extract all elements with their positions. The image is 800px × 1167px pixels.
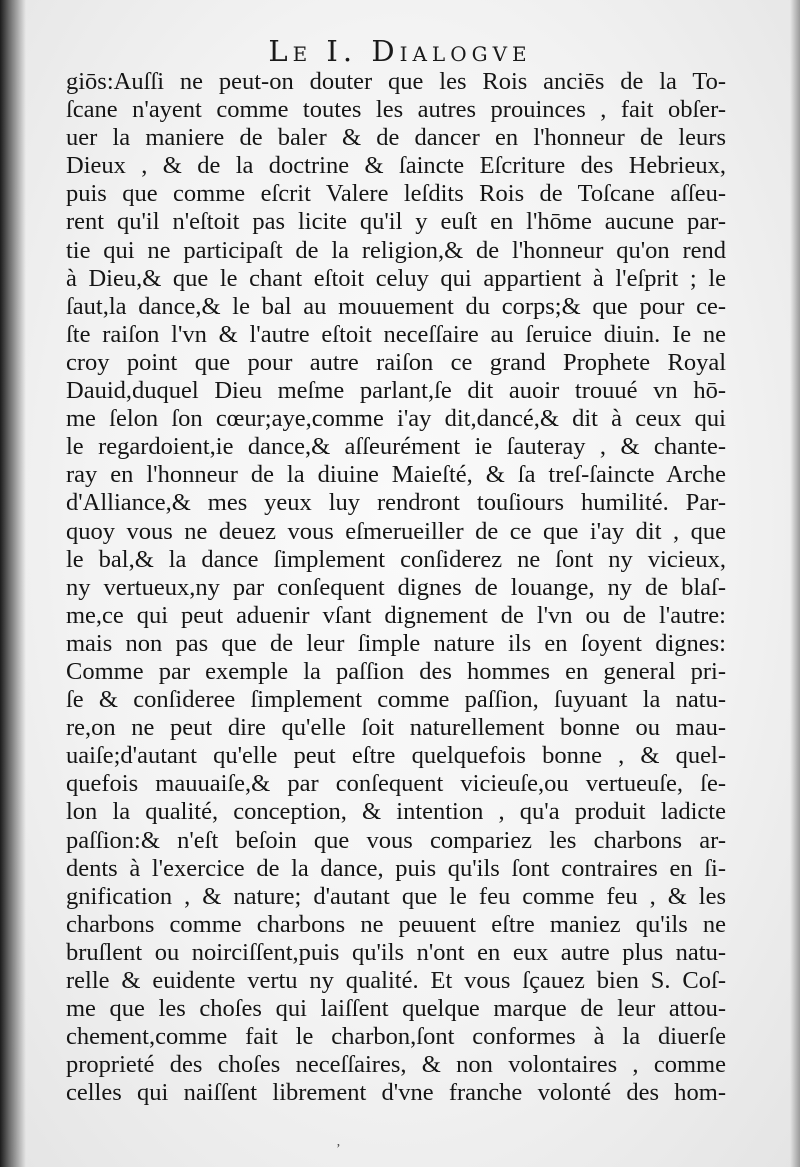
text-line: tie qui ne participaſt de la religion,& de l'honneur qu'on rend <box>66 236 726 264</box>
text-line: paſſion:& n'eſt beſoin que vous compariez les charbons ar- <box>66 826 726 854</box>
text-line: d'Alliance,& mes yeux luy rendront touſiours humilité. Par- <box>66 489 726 517</box>
text-line: relle & euidente vertu ny qualité. Et vous ſçauez bien S. Coſ- <box>66 967 726 994</box>
running-head: Le I. Dialogve <box>268 34 532 68</box>
text-line: proprieté des choſes neceſſaires, & non volontaires , comme <box>66 1051 726 1079</box>
text-line: mais non pas que de leur ſimple nature ils en ſoyent dignes: <box>66 629 726 657</box>
text-line: uaiſe;d'autant qu'elle peut eſtre quelquefois bonne , & quel- <box>66 742 726 770</box>
binding-shadow <box>0 0 26 1167</box>
page-speck: ʼ <box>336 1142 341 1157</box>
text-line: rent qu'il n'eſtoit pas licite qu'il y euſt en l'hōme aucune par- <box>66 208 726 236</box>
text-line: uer la maniere de baler & de dancer en l'honneur de leurs <box>66 124 726 152</box>
text-line: me,ce qui peut aduenir vſant dignement de l'vn ou de l'autre: <box>66 601 726 629</box>
text-line: quefois mauuaiſe,& par conſequent vicieuſe,ou vertueuſe, ſe- <box>66 770 726 798</box>
text-line: ſe & conſideree ſimplement comme paſſion, ſuyuant la natu- <box>66 686 726 714</box>
text-line: me ſelon ſon cœur;aye,comme i'ay dit,dancé,& dit à ceux qui <box>66 405 726 433</box>
text-line: lon la qualité, conception, & intention , qu'a produit ladicte <box>66 798 726 826</box>
text-line: Dieux , & de la doctrine & ſaincte Eſcriture des Hebrieux, <box>66 152 726 180</box>
text-line: croy point que pour autre raiſon ce grand Prophete Royal <box>66 348 726 376</box>
text-line: à Dieu,& que le chant eſtoit celuy qui appartient à l'eſprit ; le <box>66 264 726 292</box>
text-line: celles qui naiſſent librement d'vne franche volonté des hom- <box>66 1079 726 1107</box>
text-line: dents à l'exercice de la dance, puis qu'ils ſont contraires en ſi- <box>66 854 726 882</box>
text-line: ray en l'honneur de la diuine Maieſté, & ſa treſ-ſaincte Arche <box>66 461 726 489</box>
page-edge <box>790 0 800 1167</box>
text-line: ſte raiſon l'vn & l'autre eſtoit neceſſaire au ſeruice diuin. Ie ne <box>66 320 726 348</box>
text-line: me que les choſes qui laiſſent quelque marque de leur attou- <box>66 995 726 1023</box>
text-line: gnification , & nature; d'autant que le feu comme feu , & les <box>66 882 726 910</box>
text-line: le bal,& la dance ſimplement conſiderez ne ſont ny vicieux, <box>66 545 726 573</box>
text-line: le regardoient,ie dance,& aſſeurément ie ſauteray , & chante- <box>66 433 726 461</box>
text-line: Dauid,duquel Dieu meſme parlant,ſe dit auoir trouué vn hō- <box>66 377 726 405</box>
text-line: charbons comme charbons ne peuuent eſtre maniez qu'ils ne <box>66 910 726 938</box>
text-line: Comme par exemple la paſſion des hommes en general pri- <box>66 657 726 685</box>
text-line: giōs:Auſſi ne peut-on douter que les Rois anciēs de la To- <box>66 68 726 95</box>
page-body-text <box>66 68 726 1107</box>
text-line: quoy vous ne deuez vous eſmerueiller de ce que i'ay dit , que <box>66 517 726 545</box>
text-line: re,on ne peut dire qu'elle ſoit naturellement bonne ou mau- <box>66 714 726 742</box>
text-line: ſaut,la dance,& le bal au mouuement du corps;& que pour ce- <box>66 292 726 320</box>
text-line: ſcane n'ayent comme toutes les autres prouinces , fait obſer- <box>66 96 726 124</box>
text-line: chement,comme fait le charbon,ſont conformes à la diuerſe <box>66 1023 726 1051</box>
text-line: puis que comme eſcrit Valere leſdits Rois de Toſcane aſſeu- <box>66 180 726 208</box>
text-line: ny vertueux,ny par conſequent dignes de louange, ny de blaſ- <box>66 573 726 601</box>
text-line: bruſlent ou noirciſſent,puis qu'ils n'ont en eux autre plus natu- <box>66 938 726 966</box>
